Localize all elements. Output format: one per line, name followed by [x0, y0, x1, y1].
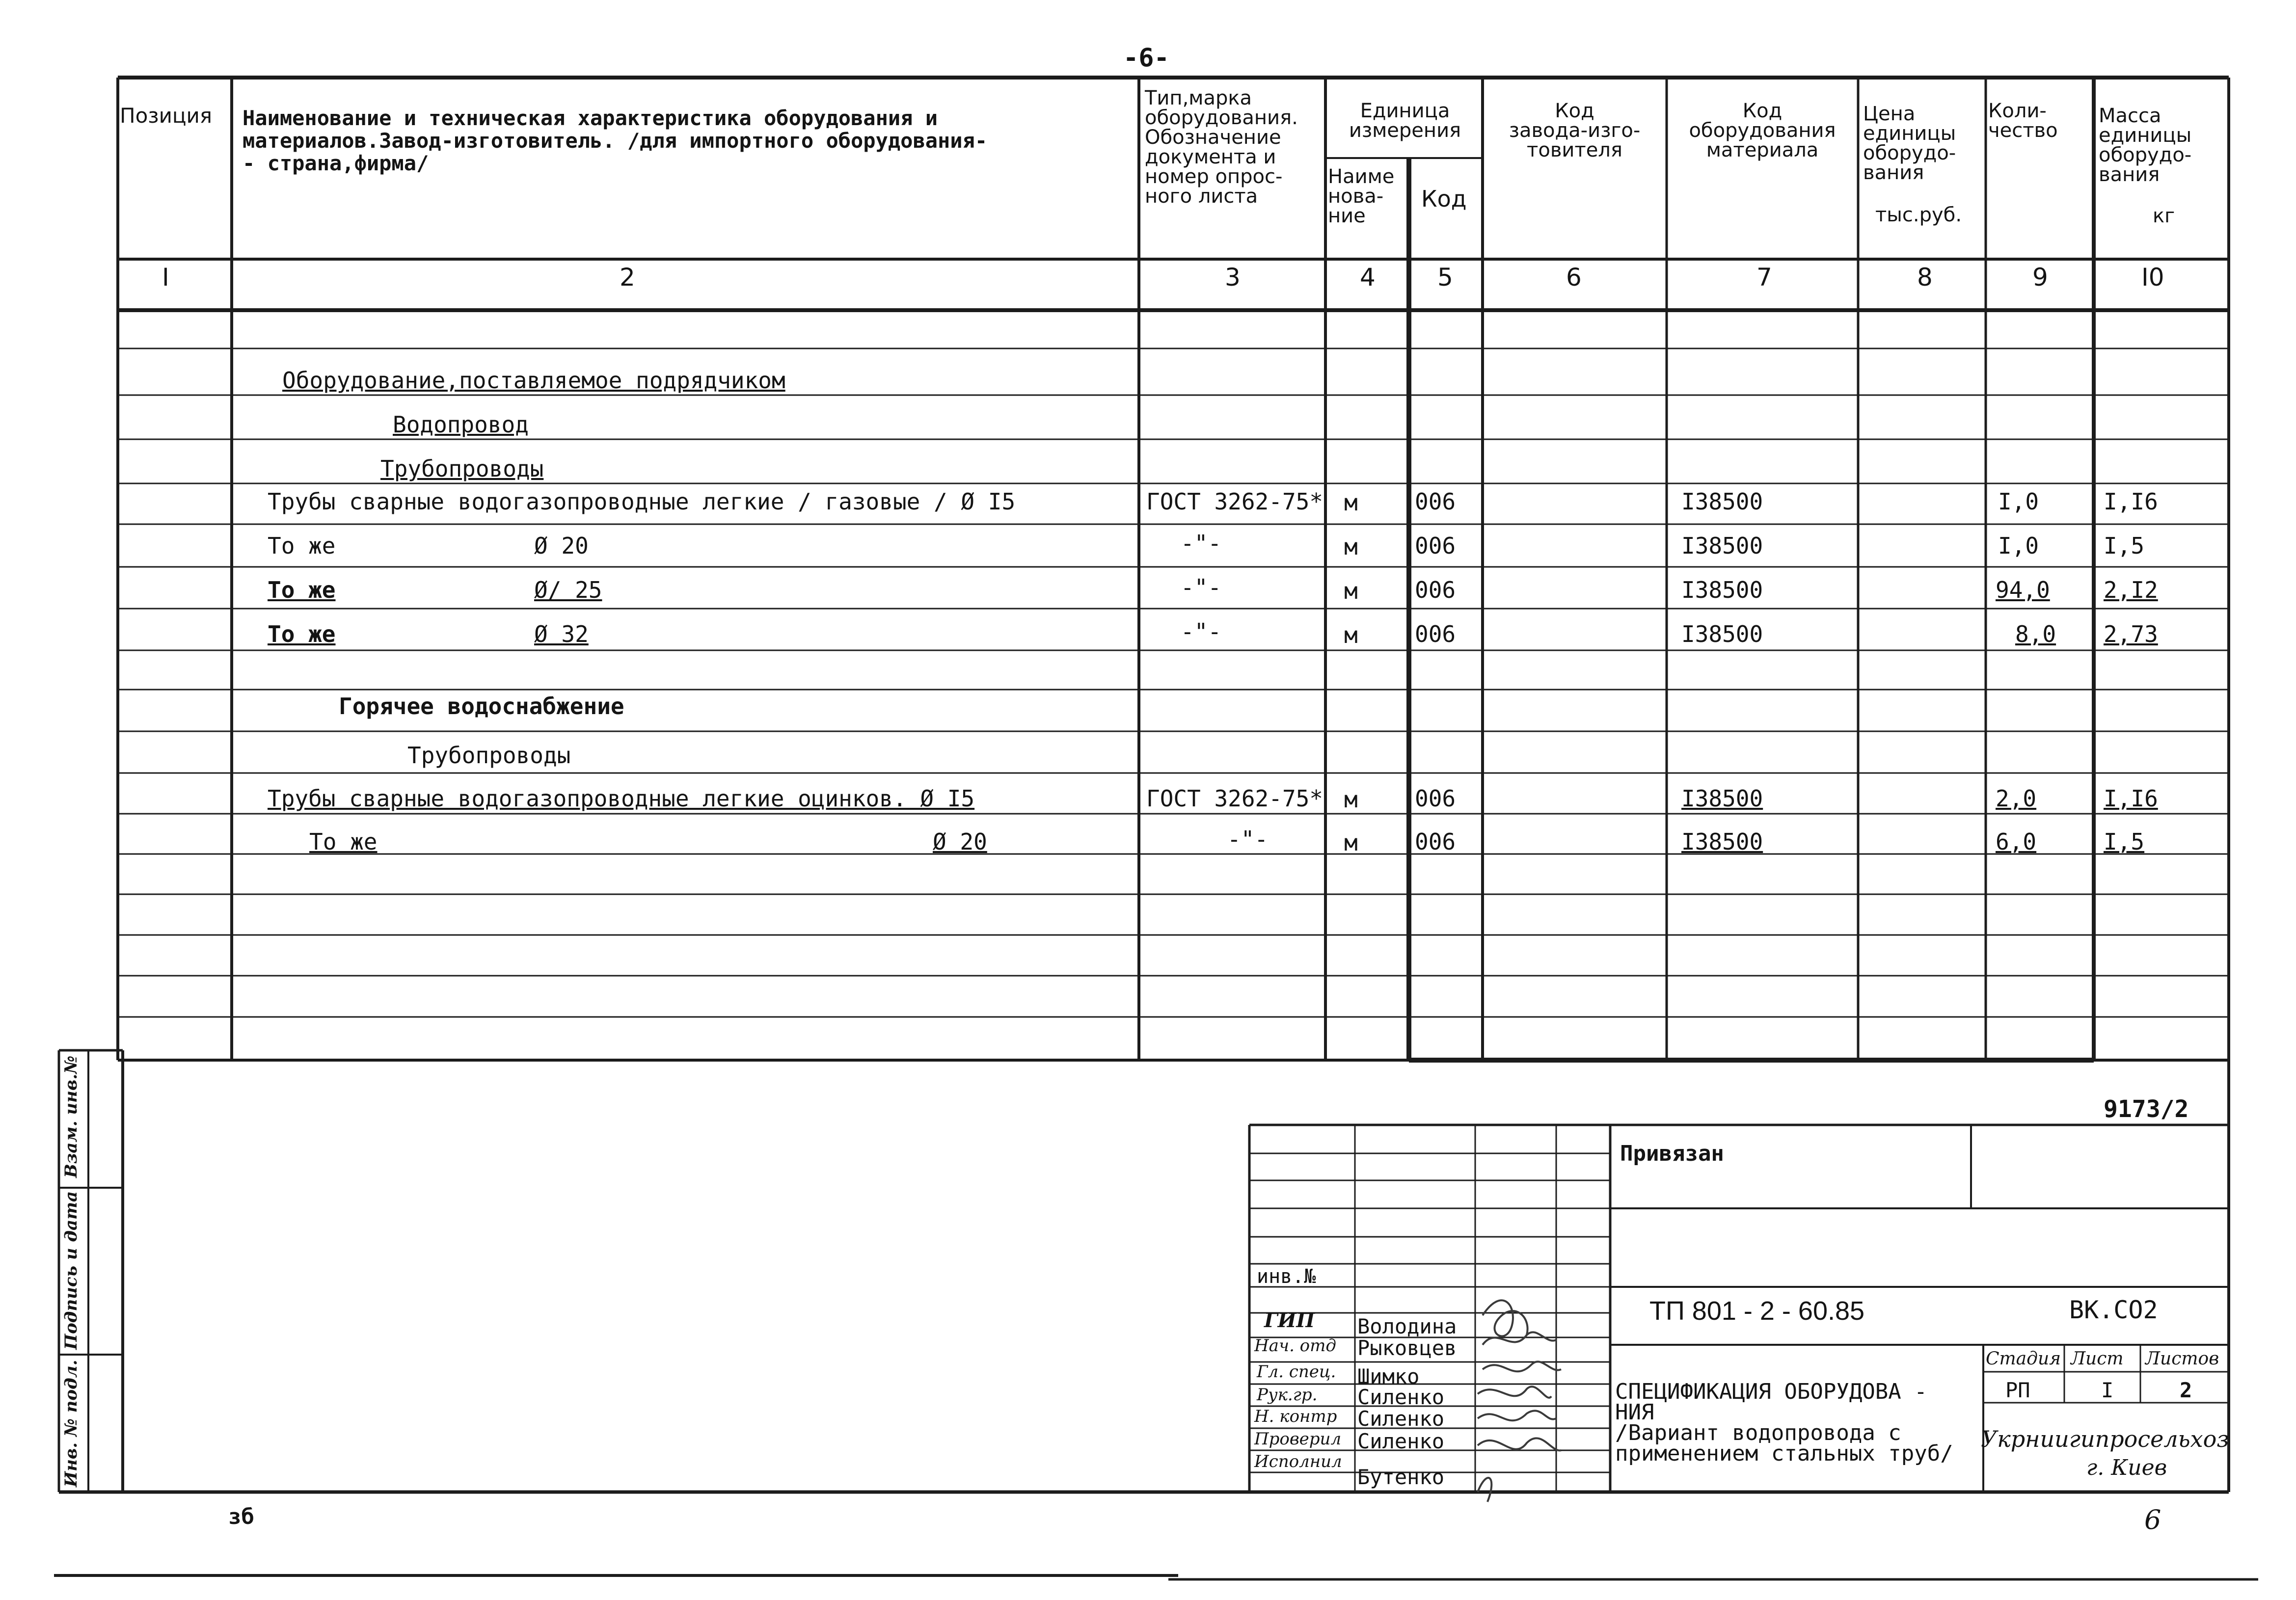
section-title: Водопровод	[393, 411, 529, 438]
item-quantity: 94,0	[1996, 577, 2050, 603]
role-label: Н. контр	[1254, 1407, 1337, 1426]
footer-left-mark: зб	[228, 1504, 254, 1529]
sheet-label: Лист	[2071, 1349, 2124, 1369]
item-code: 006	[1415, 621, 1456, 647]
item-quantity: 2,0	[1996, 785, 2037, 812]
column-number: 4	[1360, 263, 1376, 292]
item-name: То же	[268, 533, 336, 559]
item-unit: м	[1344, 489, 1358, 516]
sheets-value: 2	[2180, 1378, 2192, 1402]
sheets-label: Листов	[2145, 1349, 2219, 1369]
role-label: Проверил	[1254, 1429, 1342, 1449]
item-diameter: Ø 32	[534, 621, 589, 647]
stage-value: РП	[2005, 1378, 2030, 1402]
header-unit-group: Единица измерения	[1349, 100, 1461, 142]
signature-scribbles	[1478, 1300, 1561, 1502]
item-code: 006	[1415, 577, 1456, 603]
item-doc: -"-	[1181, 530, 1222, 557]
column-number: I0	[2141, 263, 2164, 292]
header-mass: Масса единицы оборудо- вания	[2099, 105, 2192, 186]
item-material-code: I38500	[1681, 533, 1763, 559]
section-title: Горячее водоснабжение	[339, 693, 624, 720]
role-label: Исполнил	[1254, 1452, 1342, 1471]
strip-replaced-inv: Взам. инв.№	[61, 1055, 81, 1178]
role-label: Гл. спец.	[1257, 1362, 1336, 1382]
document-title: СПЕЦИФИКАЦИЯ ОБОРУДОВА - НИЯ /Вариант водопровода с применением стальных труб/	[1615, 1379, 1953, 1466]
strip-inv-original: Инв. № подл.	[61, 1360, 81, 1487]
section-title: Трубопроводы	[380, 455, 544, 482]
column-number: I	[162, 263, 169, 292]
header-price-unit: тыс.руб.	[1875, 204, 1962, 226]
item-diameter: Ø/ 25	[534, 577, 602, 603]
item-quantity: 8,0	[2015, 621, 2056, 647]
column-number: 3	[1225, 263, 1241, 292]
item-doc: ГОСТ 3262-75*	[1146, 488, 1324, 515]
role-label: Рук.гр.	[1257, 1385, 1318, 1405]
document-number: 9173/2	[2104, 1095, 2189, 1123]
item-unit: м	[1344, 578, 1358, 604]
item-mass: I,I6	[2104, 488, 2158, 515]
item-name: Трубы сварные водогазопроводные легкие оцинков. Ø I5	[268, 785, 975, 812]
item-material-code: I38500	[1681, 488, 1763, 515]
city: г. Киев	[2086, 1455, 2167, 1480]
column-number: 5	[1437, 263, 1453, 292]
item-doc: -"-	[1227, 826, 1269, 853]
strip-signature-date: Подпись и дата	[61, 1191, 81, 1350]
item-code: 006	[1415, 488, 1456, 515]
organization: Укрниигипросельхоз	[1981, 1426, 2229, 1452]
item-code: 006	[1415, 785, 1456, 812]
item-name: То же	[268, 621, 336, 647]
item-mass: 2,73	[2104, 621, 2158, 647]
item-material-code: I38500	[1681, 621, 1763, 647]
sheet-value: I	[2101, 1378, 2114, 1402]
page-marker: -6-	[1123, 43, 1169, 73]
person-name: Бутенко	[1357, 1465, 1445, 1489]
item-unit: м	[1344, 533, 1358, 560]
person-name: Силенко	[1357, 1385, 1445, 1409]
role-label: ГИП	[1264, 1309, 1315, 1332]
item-name: То же	[309, 828, 378, 855]
header-factory-code: Код завода-изго- товителя	[1509, 100, 1641, 161]
section-title: Трубопроводы	[407, 742, 571, 769]
header-type: Тип,марка оборудования. Обозначение документа и номер опрос- ного листа	[1145, 87, 1298, 208]
person-name: Рыковцев	[1357, 1336, 1457, 1360]
section-title: Оборудование,поставляемое подрядчиком	[282, 367, 785, 394]
item-diameter: Ø 20	[933, 828, 987, 855]
item-code: 006	[1415, 828, 1456, 855]
item-quantity: I,0	[1998, 488, 2039, 515]
column-number: 2	[620, 263, 635, 292]
item-unit: м	[1344, 786, 1358, 813]
header-mass-unit: кг	[2153, 205, 2175, 227]
item-quantity: 6,0	[1996, 828, 2037, 855]
item-diameter: Ø 20	[534, 533, 589, 559]
person-name: Силенко	[1357, 1429, 1445, 1453]
item-doc: -"-	[1181, 618, 1222, 645]
item-quantity: I,0	[1998, 533, 2039, 559]
stage-label: Стадия	[1986, 1349, 2061, 1369]
item-doc: ГОСТ 3262-75*	[1146, 785, 1324, 812]
item-code: 006	[1415, 533, 1456, 559]
person-name: Шимко	[1357, 1364, 1420, 1388]
item-unit: м	[1344, 622, 1358, 648]
column-number: 9	[2032, 263, 2048, 292]
item-doc: -"-	[1181, 574, 1222, 601]
role-label: Нач. отд	[1254, 1336, 1336, 1356]
item-unit: м	[1344, 829, 1358, 856]
item-mass: I,5	[2104, 533, 2145, 559]
inv-label: инв.№	[1257, 1265, 1316, 1288]
header-unit-name: Наиме нова- ние	[1328, 165, 1395, 227]
item-material-code: I38500	[1681, 828, 1763, 855]
item-material-code: I38500	[1681, 577, 1763, 603]
header-material-code: Код оборудования материала	[1689, 100, 1836, 161]
item-name: То же	[268, 577, 336, 603]
person-name: Силенко	[1357, 1407, 1445, 1431]
header-position: Позиция	[120, 104, 213, 128]
project-code: ТП 801 - 2 - 60.85	[1649, 1296, 1865, 1326]
item-mass: I,5	[2104, 828, 2145, 855]
item-mass: 2,I2	[2104, 577, 2158, 603]
column-number: 7	[1756, 263, 1772, 292]
item-material-code: I38500	[1681, 785, 1763, 812]
header-unit-code: Код	[1421, 186, 1467, 212]
page-number: 6	[2144, 1504, 2161, 1535]
header-price: Цена единицы оборудо- вания	[1863, 103, 1956, 184]
column-number: 6	[1566, 263, 1582, 292]
sheet-code: ВК.СО2	[2069, 1296, 2158, 1324]
person-name: Володина	[1357, 1314, 1457, 1338]
header-quantity: Коли- чество	[1988, 100, 2058, 142]
header-name: Наименование и техническая характеристика оборудования и материалов.Завод-изготовитель. /для импортного оборудования- - страна,фирма/	[243, 106, 988, 175]
privyazan-label: Привязан	[1620, 1141, 1724, 1166]
column-number: 8	[1917, 263, 1933, 292]
item-name: Трубы сварные водогазопроводные легкие / газовые / Ø I5	[268, 488, 1016, 515]
item-mass: I,I6	[2104, 785, 2158, 812]
